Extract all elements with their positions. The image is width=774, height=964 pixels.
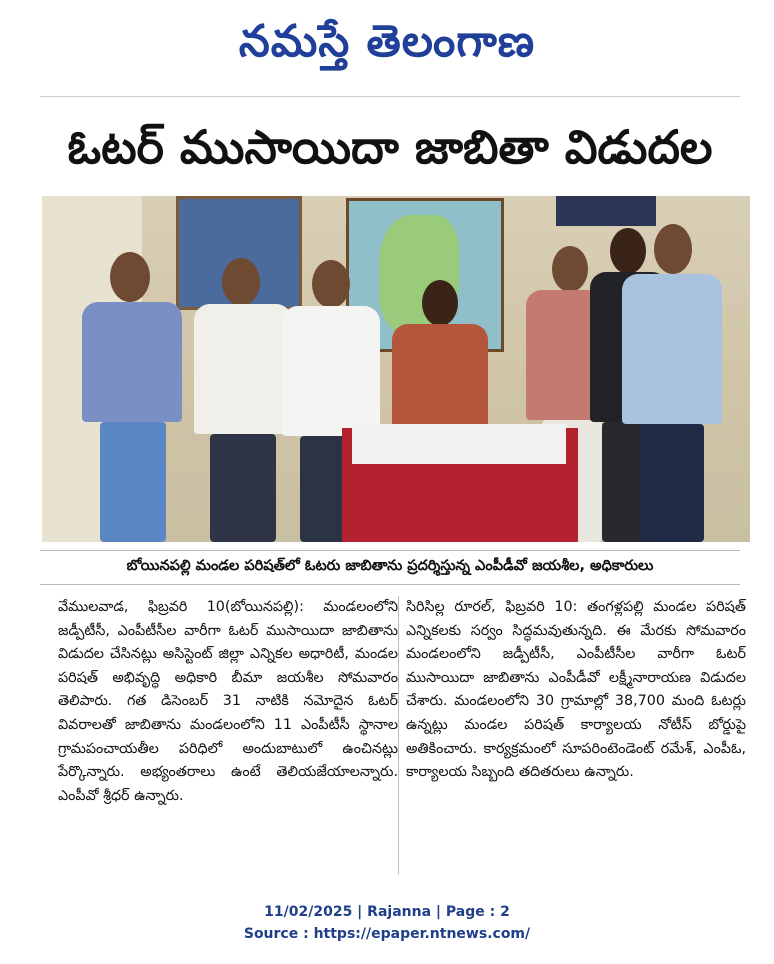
article-column-left: వేములవాడ, ఫిబ్రవరి 10(బోయినపల్లి): మండలంలోని జడ్పీటీసీ, ఎంపీటీసీల వారీగా ఓటర్ ముసాయిదా జాబితాను విడుదల చేసినట్లు అసిస్టెంట్ జిల్లా ఎన్నికల అధారిటీ, మండల పరిషత్ అభివృద్ధి అధికారి బీమా జయశీల సోమవారం తెలిపారు. గత డిసెంబర్ 31 నాటికి నమోదైన ఓటర్ వివరాలతో జాబితాను మండలంలోని 11 ఎంపీటీసీ స్థానాల గ్రామపంచాయతీల పరిధిలో అందుబాటులో ఉంచినట్లు పేర్కొన్నారు. అభ్యంతరాలు ఉంటే తెలియజేయాలన్నారు. ఎంపీవో శ్రీధర్ ఉన్నారు. <box>58 599 398 804</box>
photo-sign-board <box>556 196 656 226</box>
photo-table-papers <box>352 424 566 464</box>
footer-source-link[interactable]: Source : https://epaper.ntnews.com/ <box>243 926 531 942</box>
article-headline: ఓటర్ ముసాయిదా జాబితా విడుదల <box>67 120 713 174</box>
photo-person-1 <box>72 252 192 542</box>
masthead-divider <box>40 96 740 97</box>
article-photo <box>42 196 750 542</box>
article-column-right: సిరిసిల్ల రూరల్, ఫిబ్రవరి 10: తంగళ్లపల్లి మండల పరిషత్ ఎన్నికలకు సర్వం సిద్ధమవుతున్నది. ఈ మేరకు సోమవారం మండలంలోని జడ్పీటీసీ, ఎంపీటీసీల వారీగా ఓటర్ ముసాయిదా జాబితాను ఎంపీడీవో లక్ష్మీనారాయణ విడుదల చేశారు. మండలంలోని 30 గ్రామాల్లో 38,700 మంది ఓటర్లు ఉన్నట్లు మండల పరిషత్ కార్యాలయ నోటీస్ బోర్డుపై అతికించారు. కార్యక్రమంలో సూపరింటెండెంట్ రమేశ్, ఎంపీఓ, కార్యాలయ సిబ్బంది తదితరులు ఉన్నారు. <box>406 599 746 781</box>
caption-divider <box>40 584 740 585</box>
column-divider <box>398 596 399 874</box>
photo-person-7 <box>616 224 728 542</box>
newspaper-masthead: నమస్తే తెలంగాణ <box>238 16 536 67</box>
footer-date-edition: 11/02/2025 | Rajanna | Page : 2 <box>264 904 510 920</box>
photo-caption: బోయినపల్లి మండల పరిషత్‌లో ఓటరు జాబితాను ప్రదర్శిస్తున్న ఎంపీడీవో జయశీల, అధికారులు <box>40 550 740 581</box>
